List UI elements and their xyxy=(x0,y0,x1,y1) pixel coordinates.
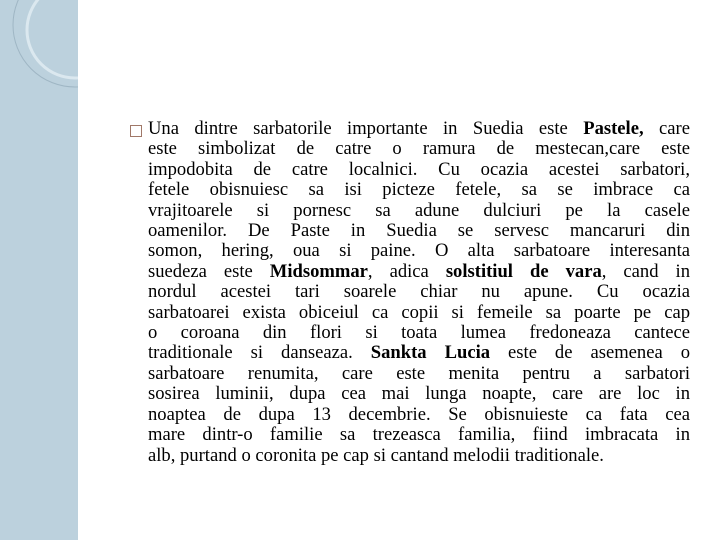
text-segment: sarbatoare renumita, care este menita pentru a sarbatori xyxy=(148,362,690,384)
text-line xyxy=(148,323,690,343)
text-segment: nordul acestei tari soarele chiar nu apune. Cu ocazia xyxy=(148,281,690,303)
text-line xyxy=(148,221,690,241)
text-segment: , adica xyxy=(367,260,446,282)
text-line xyxy=(148,425,690,445)
bold-term: solstitiul de vara xyxy=(445,260,602,282)
bullet-square-icon xyxy=(130,125,142,137)
text-segment: somon, hering, oua si paine. O alta sarbatoare interesanta xyxy=(148,240,690,262)
text-segment: impodobita de catre localnici. Cu ocazia acestei sarbatori, xyxy=(148,158,690,180)
text-segment: o coroana din flori si toata lumea fredoneaza cantece xyxy=(148,322,690,344)
text-segment: alb, purtand o coronita pe cap si cantand melodii traditionale. xyxy=(148,444,604,466)
text-segment: vrajitoarele si pornesc sa adune dulciuri pe la casele xyxy=(148,199,690,221)
text-segment: care xyxy=(643,118,690,139)
text-segment: sosirea luminii, dupa cea mai lunga noapte, care are loc in xyxy=(148,383,690,405)
text-line xyxy=(148,180,690,200)
text-line xyxy=(148,262,690,282)
text-segment: suedeza este xyxy=(148,260,270,282)
text-line xyxy=(148,241,690,261)
text-segment: fetele obisnuiesc sa isi picteze fetele, sa se imbrace ca xyxy=(148,179,690,201)
decorative-sidebar-strip xyxy=(0,0,78,540)
text-segment: Una dintre sarbatorile importante in Suedia este xyxy=(148,118,584,139)
bold-term: Midsommar xyxy=(269,260,368,282)
text-line xyxy=(148,446,690,466)
decorative-arcs-icon xyxy=(0,0,78,540)
bold-term: Sankta Lucia xyxy=(370,342,491,364)
body-paragraph xyxy=(148,119,690,466)
text-segment: mare dintr-o familie sa trezeasca familia, fiind imbracata in xyxy=(148,424,690,446)
text-line xyxy=(148,160,690,180)
text-line xyxy=(148,364,690,384)
bold-term: Pastele, xyxy=(583,118,644,139)
text-line xyxy=(148,343,690,363)
text-line xyxy=(148,303,690,323)
text-line xyxy=(148,384,690,404)
text-line xyxy=(148,139,690,159)
text-line xyxy=(148,201,690,221)
text-segment: sarbatoarei exista obiceiul ca copii si femeile sa poarte pe cap xyxy=(148,301,690,323)
text-segment: este de asemenea o xyxy=(490,342,691,364)
text-segment: noaptea de dupa 13 decembrie. Se obisnuieste ca fata cea xyxy=(148,403,690,425)
text-line xyxy=(148,119,690,139)
text-segment: este simbolizat de catre o ramura de mestecan,care este xyxy=(148,138,690,160)
text-line xyxy=(148,405,690,425)
text-segment: oamenilor. De Paste in Suedia se servesc mancaruri din xyxy=(148,220,690,242)
text-line xyxy=(148,282,690,302)
text-segment: traditionale si danseaza. xyxy=(148,342,371,364)
text-segment: , cand in xyxy=(601,260,690,282)
